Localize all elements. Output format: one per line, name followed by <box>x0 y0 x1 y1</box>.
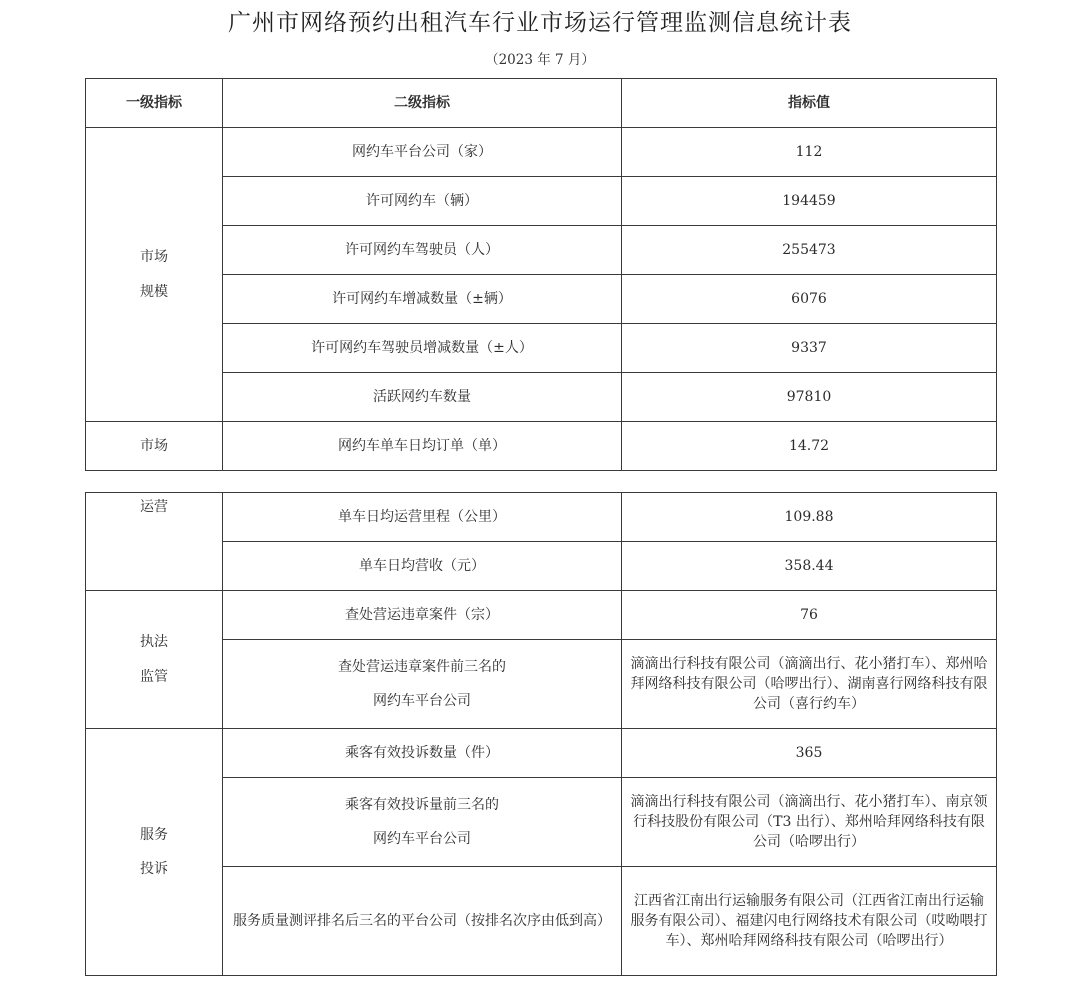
group-enforcement <box>86 591 223 729</box>
table-row <box>86 177 997 226</box>
value-cell: 76 <box>622 591 997 640</box>
table-row <box>86 542 997 591</box>
value-cell: 滴滴出行科技有限公司（滴滴出行、花小猪打车）、郑州哈拜网络科技有限公司（哈啰出行）、湖南喜行网络科技有限公司（喜行约车） <box>622 640 997 729</box>
indicator-cell: 许可网约车驾驶员增减数量（±人） <box>223 324 622 373</box>
value-cell: 97810 <box>622 373 997 422</box>
group-operations: 运营 <box>86 493 223 591</box>
indicator-cell: 活跃网约车数量 <box>223 373 622 422</box>
value-cell: 14.72 <box>622 422 997 471</box>
group-service-complaints <box>86 729 223 976</box>
value-cell: 112 <box>622 128 997 177</box>
table-row <box>86 591 997 640</box>
stats-table-part1 <box>85 78 997 471</box>
page-subtitle: （2023 年 7 月） <box>485 52 595 68</box>
group-label-line2: 监管 <box>140 668 168 685</box>
value-cell: 365 <box>622 729 997 778</box>
group-label-line2: 投诉 <box>140 861 168 877</box>
value-cell: 255473 <box>622 226 997 275</box>
indicator-cell: 服务质量测评排名后三名的平台公司（按排名次序由低到高） <box>223 867 622 976</box>
indicator-cell: 单车日均营收（元） <box>223 542 622 591</box>
indicator-cell: 乘客有效投诉数量（件） <box>223 729 622 778</box>
group-label-line1: 市场 <box>140 249 168 266</box>
table-row <box>86 422 997 471</box>
value-cell: 6076 <box>622 275 997 324</box>
group-label-line1: 服务 <box>140 826 168 843</box>
value-cell: 滴滴出行科技有限公司（滴滴出行、花小猪打车）、南京领行科技股份有限公司（T3 出行）、郑州哈拜网络科技有限公司（哈啰出行） <box>622 778 997 867</box>
table-header-row <box>86 79 997 128</box>
indicator-cell <box>223 778 622 867</box>
group-market: 市场 <box>86 422 223 471</box>
indicator-line1: 乘客有效投诉量前三名的 <box>345 796 499 813</box>
group-label-line2: 规模 <box>140 283 168 300</box>
table-row <box>86 373 997 422</box>
group-label-line1: 执法 <box>140 634 168 651</box>
table-row <box>86 128 997 177</box>
value-cell: 9337 <box>622 324 997 373</box>
table-row <box>86 867 997 976</box>
page-title: 广州市网络预约出租汽车行业市场运行管理监测信息统计表 <box>228 10 852 36</box>
table-row <box>86 493 997 542</box>
value-cell: 109.88 <box>622 493 997 542</box>
indicator-cell: 查处营运违章案件（宗） <box>223 591 622 640</box>
header-value: 指标值 <box>622 79 997 128</box>
table-row <box>86 640 997 729</box>
indicator-cell <box>223 640 622 729</box>
value-cell: 江西省江南出行运输服务有限公司（江西省江南出行运输服务有限公司）、福建闪电行网络技术有限公司（哎呦喂打车）、郑州哈拜网络科技有限公司（哈啰出行） <box>622 867 997 976</box>
header-level1: 一级指标 <box>86 79 223 128</box>
group-market-scale <box>86 128 223 422</box>
value-cell: 358.44 <box>622 542 997 591</box>
indicator-cell: 许可网约车驾驶员（人） <box>223 226 622 275</box>
table-row <box>86 275 997 324</box>
table-row <box>86 226 997 275</box>
indicator-line2: 网约车平台公司 <box>373 693 471 709</box>
stats-table-part2 <box>85 492 997 976</box>
table-row <box>86 324 997 373</box>
indicator-cell: 单车日均运营里程（公里） <box>223 493 622 542</box>
header-level2: 二级指标 <box>223 79 622 128</box>
indicator-line2: 网约车平台公司 <box>373 831 471 847</box>
indicator-cell: 许可网约车增减数量（±辆） <box>223 275 622 324</box>
indicator-line1: 查处营运违章案件前三名的 <box>338 658 506 675</box>
value-cell: 194459 <box>622 177 997 226</box>
table-row <box>86 729 997 778</box>
table-row <box>86 778 997 867</box>
indicator-cell: 网约车平台公司（家） <box>223 128 622 177</box>
indicator-cell: 许可网约车（辆） <box>223 177 622 226</box>
indicator-cell: 网约车单车日均订单（单） <box>223 422 622 471</box>
